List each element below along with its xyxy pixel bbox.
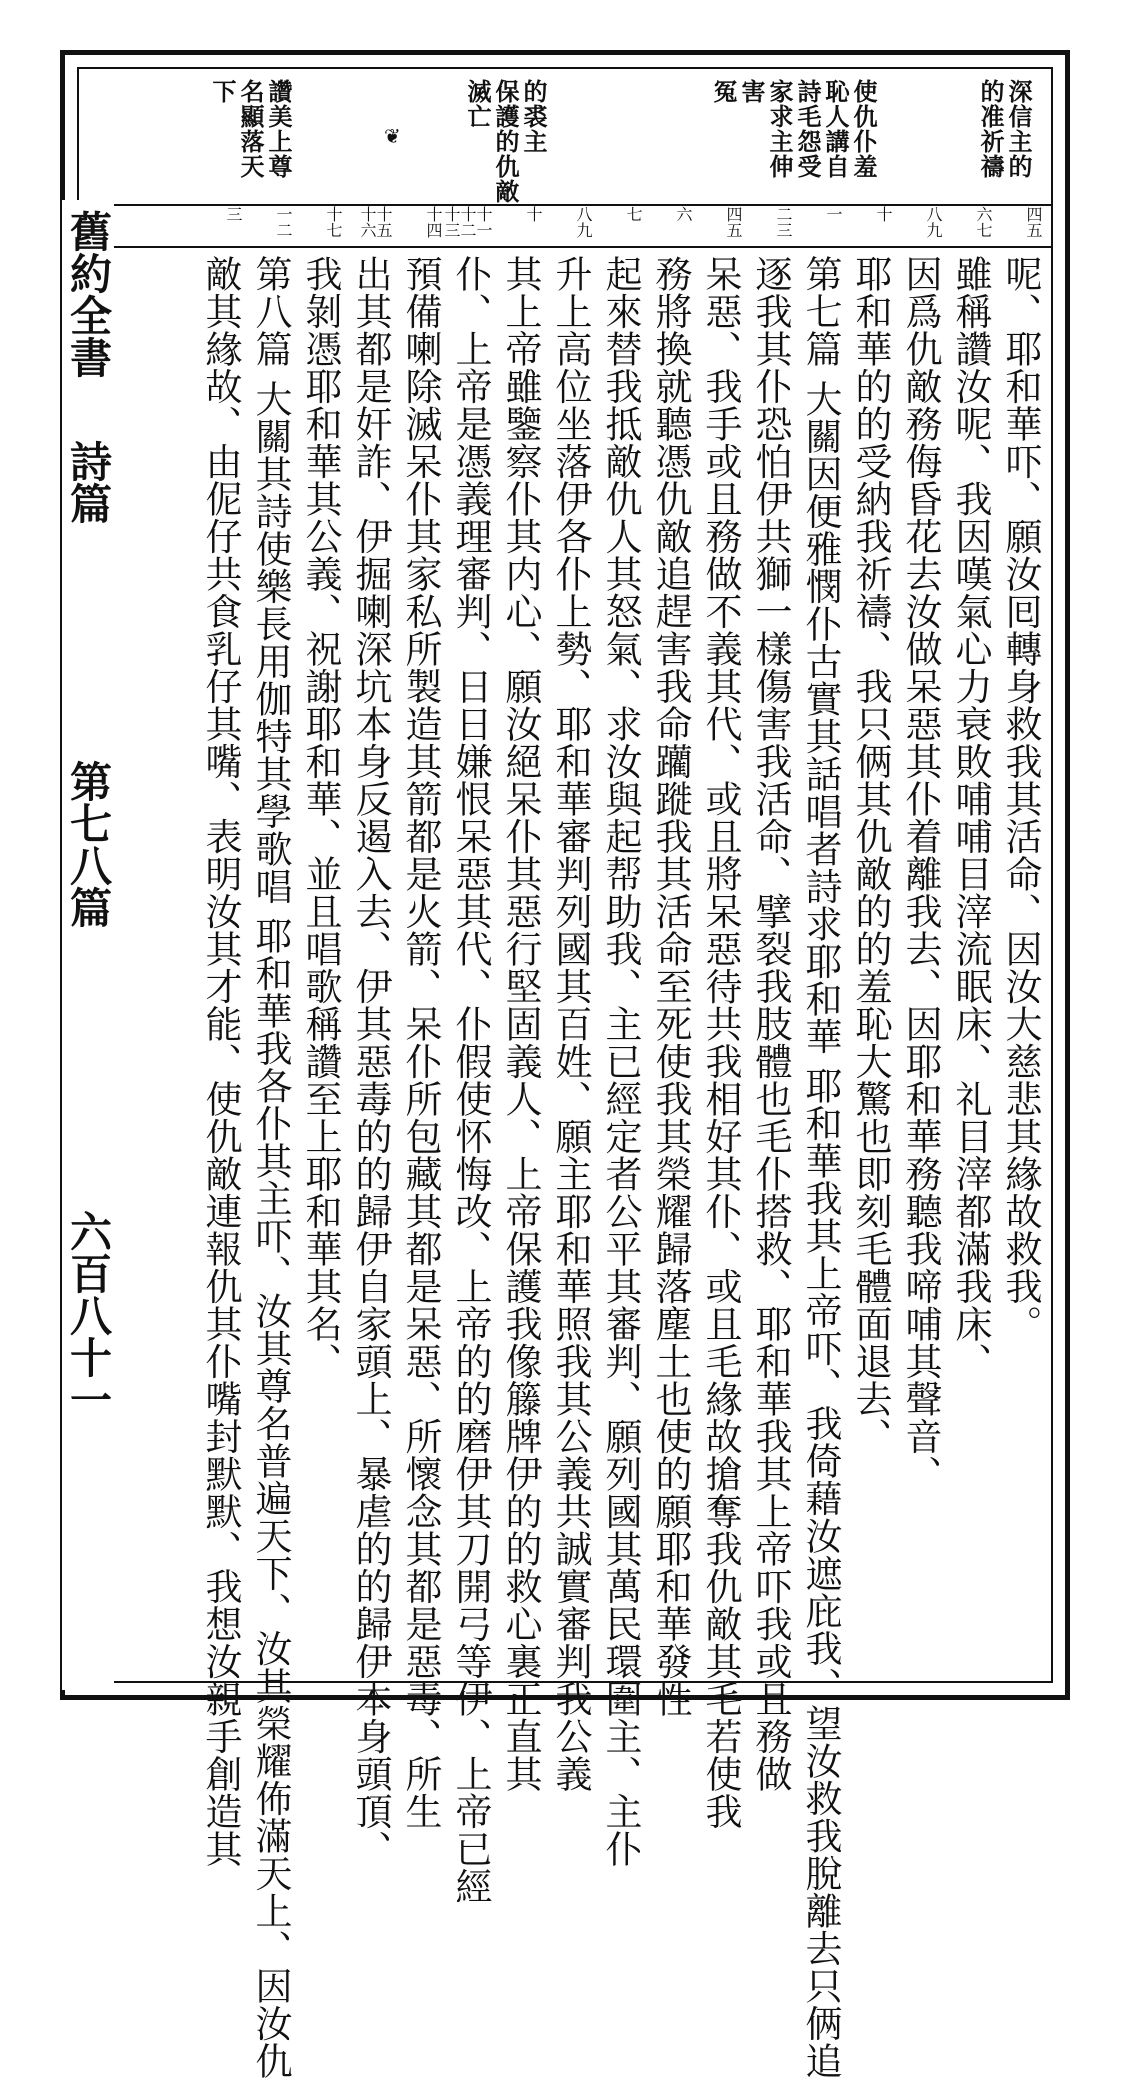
- text-column: 因爲仇敵務侮昏花去汝做呆惡其仆着離我去、因耶和華務聽我啼哺其聲音、: [899, 255, 942, 1493]
- verse-number: 六: [674, 206, 693, 222]
- text-column: 雖稱讚汝呢、我因嘆氣心力衰敗哺哺目滓流眠床、礼目滓都滿我床、: [949, 255, 992, 1380]
- verse-number: 一二: [274, 206, 293, 238]
- verse-number: 四五: [724, 206, 743, 238]
- text-column-psalm-8: 第八篇 大關其詩使樂長用伽特其學歌唱 耶和華我各仆其主吓、汝其尊名普遍天下、汝其榮耀佈滿天上、因汝仇: [249, 255, 292, 2080]
- text-column: 我剝憑耶和華其公義、祝謝耶和華、並且唱歌稱讚至上耶和華其名、: [299, 255, 342, 1380]
- text-column: 呢、耶和華吓、願汝囘轉身救我其活命、因汝大慈悲其緣故救我。: [999, 255, 1042, 1343]
- header-note-line: 使仇仆羞: [849, 79, 878, 179]
- header-notes: [79, 69, 1051, 206]
- header-note-line: 害: [737, 79, 766, 104]
- verse-number: 三: [224, 206, 243, 222]
- text-column: 逐我其仆恐怕伊共獅一樣傷害我活命、擘裂我肢體也毛仆搭救、耶和華我其上帝吓我或且務做: [749, 255, 792, 1793]
- header-note-line: 家求主伸: [765, 79, 794, 179]
- text-column: 務將換就聽憑仇敵追趕害我命躪蹝我其活命至死使我其榮耀歸落塵土也使的願耶和華發性: [649, 255, 692, 1718]
- text-column-psalm-7: 第七篇 大關因便雅憫仆古實其話唱者詩求耶和華 耶和華我其上帝吓、我倚藉汝遮庇我、望汝救我脫離去只俩追: [799, 255, 842, 2080]
- text-column: 預備喇除滅呆仆其家私所製造其箭都是火箭、呆仆所包藏其都是呆惡、所懷念其都是惡毒、所生: [399, 255, 442, 1830]
- header-note-line: 詩毛怨受: [793, 79, 822, 179]
- header-note-line: 深信主的: [1004, 79, 1033, 179]
- ornament-icon: ❦: [384, 124, 401, 148]
- page-frame: [60, 50, 1070, 2080]
- header-note-line: 恥人講自: [821, 79, 850, 179]
- verse-number: 八九: [574, 206, 593, 238]
- text-column: 仆、上帝是憑義理審判、日日嫌恨呆惡其代、仆假使怀悔改、上帝的的磨伊其刀開弓等伊、上帝已經: [449, 255, 492, 1905]
- verse-number: 十: [524, 206, 543, 222]
- verse-number: 十四: [424, 206, 443, 238]
- book-title: 舊約全書: [64, 210, 113, 378]
- text-column: 其上帝雖鑒察仆其内心、願汝絕呆仆其惡行堅固義人、上帝保護我像籐牌伊的的救心裏正直其: [499, 255, 542, 1793]
- verse-number-strip: [79, 204, 1051, 248]
- verse-number: 二三: [774, 206, 793, 238]
- verse-number: 八九: [924, 206, 943, 238]
- header-note-line: 滅亡: [463, 79, 492, 129]
- header-note-line: 下: [208, 79, 237, 104]
- verse-number: 十: [874, 206, 893, 222]
- text-column: 呆惡、我手或且務做不義其代、或且將呆惡待共我相好其仆、或且毛緣故搶奪我仇敵其毛若使我: [699, 255, 742, 1830]
- text-column: 升上高位坐落伊各仆上勢、耶和華審判列國其百姓、願主耶和華照我其公義共誠實審判我公義: [549, 255, 592, 1793]
- text-body: [79, 247, 1051, 2080]
- verse-number: 十五十六: [358, 206, 393, 238]
- verse-number: 十七: [324, 206, 343, 238]
- running-head-bar: [62, 200, 114, 1690]
- header-note-4: [53, 79, 291, 179]
- text-column: 敵其緣故、由伲仔共食乳仔其嘴、表明汝其才能、使仇敵連報仇其仆嘴封默默、我想汝親手創造其: [199, 255, 242, 1868]
- header-note-3: [282, 79, 546, 204]
- text-column: 出其都是奸詐、伊掘喇深坑本身反遏入去、伊其惡毒的的歸伊自家頭上、暴虐的的歸伊本身頭頂、: [349, 255, 392, 1868]
- verse-number: 六七: [974, 206, 993, 238]
- header-note-line: 的准祈禱: [976, 79, 1005, 179]
- verse-number: 一: [824, 206, 843, 222]
- verse-number: 七: [624, 206, 643, 222]
- section-title: 詩篇: [64, 440, 113, 524]
- text-column: 耶和華的的受納我祈禱、我只俩其仇敵的的羞恥大驚也即刻毛體面退去、: [849, 255, 892, 1455]
- header-note-line: 冤: [709, 79, 738, 104]
- header-note-line: 名顯落天: [236, 79, 265, 179]
- header-note-line: 保護的仇敵: [491, 79, 520, 204]
- verse-number: 十一十二十三: [442, 206, 493, 238]
- page-number: 六百八十一: [64, 1210, 113, 1420]
- chapter-label: 第七八篇: [64, 760, 113, 928]
- header-note-line: 的裘主: [519, 79, 548, 154]
- text-column: 起來替我抵敵仇人其怒氣、求汝與起帮助我、主已經定者公平其審判、願列國其萬民環圍主、主仆: [599, 255, 642, 1868]
- verse-number: 四五: [1024, 206, 1043, 238]
- header-note-line: 讚美上尊: [264, 79, 293, 179]
- inner-frame: [77, 67, 1053, 2080]
